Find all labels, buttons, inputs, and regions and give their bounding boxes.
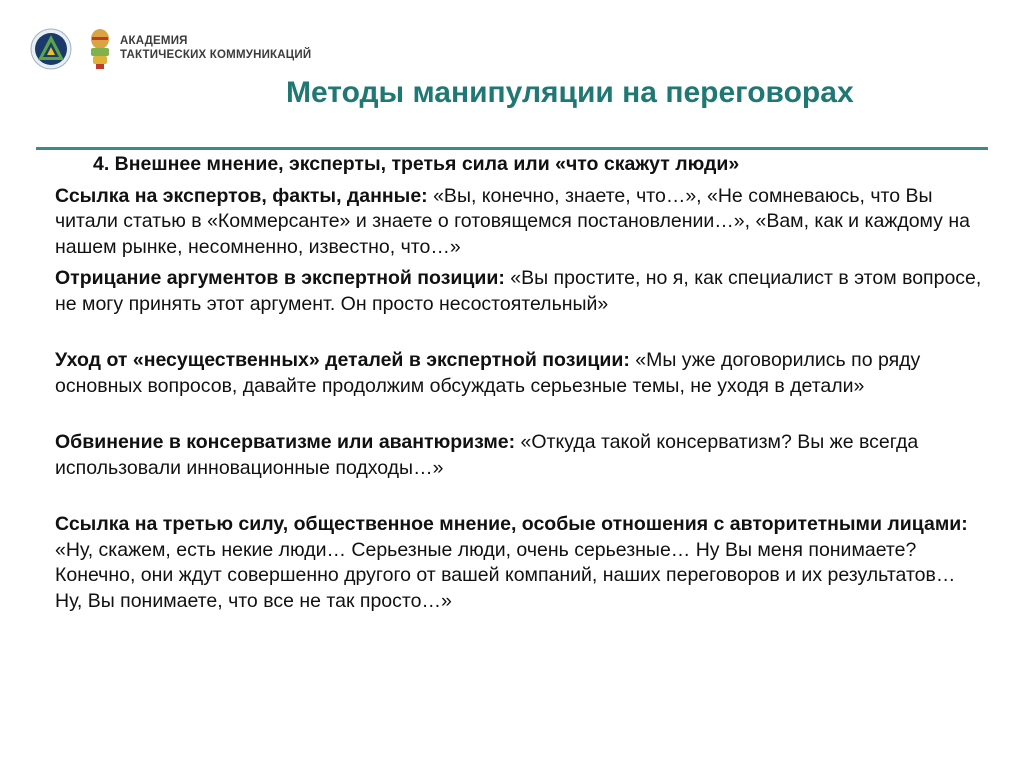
section-subheading: 4. Внешнее мнение, эксперты, третья сила или «что скажут люди» (93, 153, 740, 175)
head-figure-icon (86, 28, 114, 70)
method-item (55, 348, 985, 399)
organization-name (120, 34, 311, 62)
triangle-logo-icon (30, 28, 72, 70)
method-item (55, 512, 985, 614)
header-logo (30, 28, 360, 72)
slide-content (55, 152, 985, 614)
method-term: Ссылка на экспертов, факты, данные: (55, 184, 428, 207)
method-term: Ссылка на третью силу, общественное мнение, особые отношения с авторитетными лицами: (55, 513, 968, 535)
method-item (55, 184, 985, 261)
method-term: Отрицание аргументов в экспертной позиции: (55, 267, 505, 289)
method-term: Уход от «несущественных» деталей в экспертной позиции: (55, 349, 630, 371)
method-text: «Откуда такой консерватизм? Вы же всегда использовали инновационные подходы…» (55, 431, 919, 479)
method-text: «Ну, скажем, есть некие люди… Серьезные люди, очень серьезные… Ну Вы меня понимаете? Конечно, они ждут совершенно другого от вашей компаний, наших переговоров и их результатов… Ну, Вы понимаете, что все не так просто…» (55, 538, 956, 612)
org-line-1: АКАДЕМИЯ (120, 35, 188, 47)
method-item (55, 266, 985, 317)
title-divider (36, 147, 988, 150)
page-title: Методы манипуляции на переговорах (286, 76, 854, 109)
method-item (55, 430, 985, 481)
method-text: «Мы уже договорились по ряду основных вопросов, давайте продолжим обсуждать серьезные темы, не уходя в детали» (55, 349, 921, 397)
method-text: «Вы, конечно, знаете, что…», «Не сомневаюсь, что Вы читали статью в «Коммерсанте» и знаете о готовящемся постановлении…», «Вам, как и каждому на нашем рынке, несомненно, известно, что…» (55, 184, 970, 258)
method-term: Обвинение в консерватизме или авантюризме: (55, 431, 516, 453)
org-line-2: ТАКТИЧЕСКИХ КОММУНИКАЦИЙ (120, 49, 312, 61)
method-text: «Вы простите, но я, как специалист в этом вопросе, не могу принять этот аргумент. Он просто несостоятельный» (55, 267, 982, 315)
